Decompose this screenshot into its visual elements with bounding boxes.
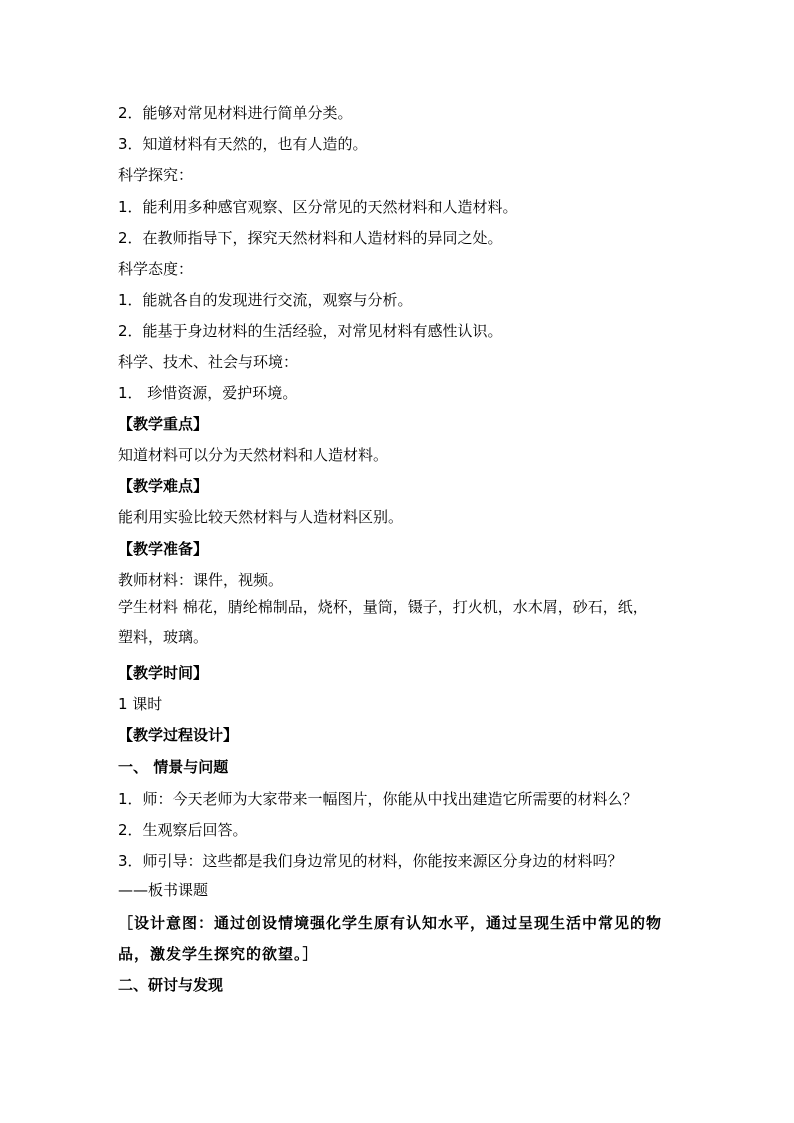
part-heading: 一、 情景与问题 bbox=[118, 758, 229, 776]
section-heading-preparation: 【教学准备】 bbox=[118, 540, 209, 558]
design-intent-note: ［设计意图：通过创设情境强化学生原有认知水平，通过呈现生活中常见的物 bbox=[118, 914, 663, 932]
paragraph: 塑料，玻璃。 bbox=[118, 628, 209, 646]
section-heading-difficulties: 【教学难点】 bbox=[118, 477, 209, 495]
subsection-heading: 科学态度： bbox=[118, 260, 194, 278]
design-intent-note: 品，激发学生探究的欲望。］ bbox=[118, 945, 319, 963]
objective-line: 2．在教师指导下，探究天然材料和人造材料的异同之处。 bbox=[118, 229, 503, 247]
subsection-heading: 科学、技术、社会与环境： bbox=[118, 353, 299, 371]
paragraph: 学生材料 棉花，腈纶棉制品，烧杯，量筒，镊子，打火机，水木屑，砂石，纸， bbox=[118, 598, 648, 616]
process-step: 1．师：今天老师为大家带来一幅图片，你能从中找出建造它所需要的材料么？ bbox=[118, 790, 638, 808]
process-step: 2．生观察后回答。 bbox=[118, 821, 248, 839]
objective-line: 1． 珍惜资源，爱护环境。 bbox=[118, 384, 298, 402]
objective-line: 2．能够对常见材料进行简单分类。 bbox=[118, 104, 353, 122]
section-heading-time: 【教学时间】 bbox=[118, 664, 209, 682]
objective-line: 1．能利用多种感官观察、区分常见的天然材料和人造材料。 bbox=[118, 198, 518, 216]
blackboard-note: ——板书课题 bbox=[118, 881, 209, 899]
objective-line: 2．能基于身边材料的生活经验，对常见材料有感性认识。 bbox=[118, 322, 503, 340]
paragraph: 知道材料可以分为天然材料和人造材料。 bbox=[118, 446, 389, 464]
subsection-heading: 科学探究： bbox=[118, 166, 194, 184]
process-step: 3．师引导：这些都是我们身边常见的材料，你能按来源区分身边的材料吗？ bbox=[118, 852, 623, 870]
section-heading-process: 【教学过程设计】 bbox=[118, 726, 239, 744]
part-heading: 二、研讨与发现 bbox=[118, 976, 224, 994]
objective-line: 3．知道材料有天然的，也有人造的。 bbox=[118, 135, 368, 153]
section-heading-key-points: 【教学重点】 bbox=[118, 415, 209, 433]
objective-line: 1．能就各自的发现进行交流，观察与分析。 bbox=[118, 291, 413, 309]
paragraph: 1 课时 bbox=[118, 695, 163, 713]
paragraph: 能利用实验比较天然材料与人造材料区别。 bbox=[118, 508, 404, 526]
paragraph: 教师材料：课件，视频。 bbox=[118, 571, 284, 589]
